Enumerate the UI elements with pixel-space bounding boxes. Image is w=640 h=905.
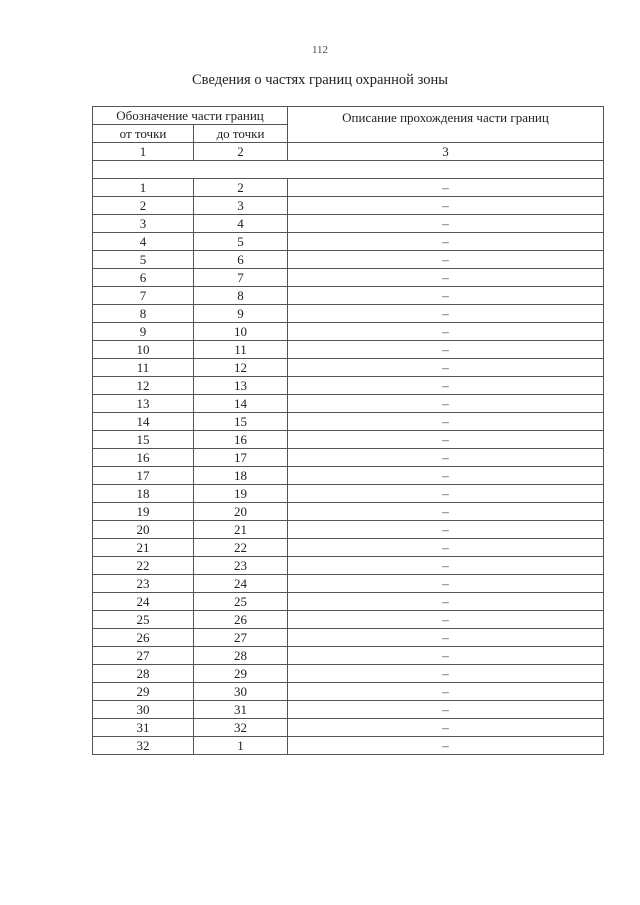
cell-from: 25 [93, 611, 194, 629]
table-row [93, 521, 604, 539]
cell-desc: – [288, 521, 604, 539]
cell-from: 8 [93, 305, 194, 323]
cell-to: 2 [194, 179, 288, 197]
table-row [93, 737, 604, 755]
boundary-parts-table [92, 106, 604, 755]
cell-from: 32 [93, 737, 194, 755]
cell-to: 4 [194, 215, 288, 233]
cell-to: 1 [194, 737, 288, 755]
cell-to: 32 [194, 719, 288, 737]
cell-from: 18 [93, 485, 194, 503]
cell-desc: – [288, 395, 604, 413]
table-row [93, 557, 604, 575]
cell-desc: – [288, 647, 604, 665]
table-row [93, 629, 604, 647]
cell-desc: – [288, 485, 604, 503]
cell-from: 26 [93, 629, 194, 647]
table-row [93, 305, 604, 323]
page-title: Сведения о частях границ охранной зоны [192, 72, 448, 88]
cell-desc: – [288, 467, 604, 485]
cell-from: 9 [93, 323, 194, 341]
column-number: 3 [288, 143, 604, 161]
spacer-cell [93, 161, 604, 179]
table-row [93, 197, 604, 215]
cell-desc: – [288, 557, 604, 575]
table-row [93, 539, 604, 557]
cell-desc: – [288, 449, 604, 467]
cell-from: 14 [93, 413, 194, 431]
table-row [93, 251, 604, 269]
cell-desc: – [288, 413, 604, 431]
cell-to: 14 [194, 395, 288, 413]
table-row [93, 647, 604, 665]
cell-desc: – [288, 737, 604, 755]
table-row [93, 323, 604, 341]
cell-from: 1 [93, 179, 194, 197]
header-to-point: до точки [194, 125, 288, 143]
cell-to: 26 [194, 611, 288, 629]
header-description: Описание прохождения части границ [288, 107, 604, 143]
table-row [93, 701, 604, 719]
table-row [93, 413, 604, 431]
table-row [93, 431, 604, 449]
cell-to: 22 [194, 539, 288, 557]
cell-desc: – [288, 377, 604, 395]
table-row [93, 503, 604, 521]
cell-to: 12 [194, 359, 288, 377]
cell-desc: – [288, 251, 604, 269]
table-row [93, 377, 604, 395]
cell-from: 7 [93, 287, 194, 305]
cell-desc: – [288, 683, 604, 701]
cell-desc: – [288, 575, 604, 593]
cell-to: 3 [194, 197, 288, 215]
cell-from: 10 [93, 341, 194, 359]
cell-from: 21 [93, 539, 194, 557]
cell-to: 30 [194, 683, 288, 701]
cell-desc: – [288, 593, 604, 611]
cell-from: 27 [93, 647, 194, 665]
column-number: 1 [93, 143, 194, 161]
cell-desc: – [288, 539, 604, 557]
cell-to: 29 [194, 665, 288, 683]
cell-from: 29 [93, 683, 194, 701]
cell-to: 28 [194, 647, 288, 665]
cell-desc: – [288, 269, 604, 287]
table-row [93, 593, 604, 611]
header-boundary-designation: Обозначение части границ [93, 107, 288, 125]
table-row [93, 449, 604, 467]
cell-desc: – [288, 359, 604, 377]
cell-to: 18 [194, 467, 288, 485]
cell-from: 11 [93, 359, 194, 377]
cell-desc: – [288, 431, 604, 449]
cell-to: 5 [194, 233, 288, 251]
cell-to: 24 [194, 575, 288, 593]
cell-to: 19 [194, 485, 288, 503]
cell-from: 31 [93, 719, 194, 737]
cell-from: 22 [93, 557, 194, 575]
table-row [93, 395, 604, 413]
table-row [93, 287, 604, 305]
cell-desc: – [288, 611, 604, 629]
cell-desc: – [288, 665, 604, 683]
table-row [93, 215, 604, 233]
table-row [93, 359, 604, 377]
cell-from: 12 [93, 377, 194, 395]
cell-from: 13 [93, 395, 194, 413]
cell-from: 4 [93, 233, 194, 251]
cell-to: 20 [194, 503, 288, 521]
cell-from: 3 [93, 215, 194, 233]
cell-desc: – [288, 197, 604, 215]
cell-from: 2 [93, 197, 194, 215]
cell-from: 19 [93, 503, 194, 521]
cell-to: 8 [194, 287, 288, 305]
cell-from: 23 [93, 575, 194, 593]
column-number-row [93, 143, 604, 161]
table-row [93, 665, 604, 683]
cell-from: 30 [93, 701, 194, 719]
cell-desc: – [288, 287, 604, 305]
cell-to: 15 [194, 413, 288, 431]
cell-from: 5 [93, 251, 194, 269]
cell-to: 17 [194, 449, 288, 467]
cell-desc: – [288, 233, 604, 251]
cell-desc: – [288, 323, 604, 341]
cell-desc: – [288, 179, 604, 197]
cell-from: 24 [93, 593, 194, 611]
table-row [93, 683, 604, 701]
cell-desc: – [288, 701, 604, 719]
cell-from: 16 [93, 449, 194, 467]
column-number: 2 [194, 143, 288, 161]
table-row [93, 233, 604, 251]
table-row [93, 719, 604, 737]
cell-from: 15 [93, 431, 194, 449]
spacer-row [93, 161, 604, 179]
header-row [93, 107, 604, 125]
cell-to: 9 [194, 305, 288, 323]
cell-to: 11 [194, 341, 288, 359]
cell-to: 23 [194, 557, 288, 575]
table-row [93, 179, 604, 197]
table-row [93, 575, 604, 593]
cell-to: 27 [194, 629, 288, 647]
cell-desc: – [288, 341, 604, 359]
cell-from: 17 [93, 467, 194, 485]
cell-to: 25 [194, 593, 288, 611]
cell-to: 6 [194, 251, 288, 269]
cell-to: 31 [194, 701, 288, 719]
cell-to: 21 [194, 521, 288, 539]
table-row [93, 485, 604, 503]
table-row [93, 467, 604, 485]
table-row [93, 611, 604, 629]
page-number: 112 [311, 44, 329, 56]
cell-to: 10 [194, 323, 288, 341]
cell-to: 7 [194, 269, 288, 287]
cell-from: 6 [93, 269, 194, 287]
table-row [93, 269, 604, 287]
cell-from: 20 [93, 521, 194, 539]
cell-desc: – [288, 719, 604, 737]
cell-to: 13 [194, 377, 288, 395]
cell-to: 16 [194, 431, 288, 449]
cell-desc: – [288, 215, 604, 233]
cell-desc: – [288, 305, 604, 323]
cell-desc: – [288, 629, 604, 647]
cell-from: 28 [93, 665, 194, 683]
cell-desc: – [288, 503, 604, 521]
table-row [93, 341, 604, 359]
header-from-point: от точки [93, 125, 194, 143]
